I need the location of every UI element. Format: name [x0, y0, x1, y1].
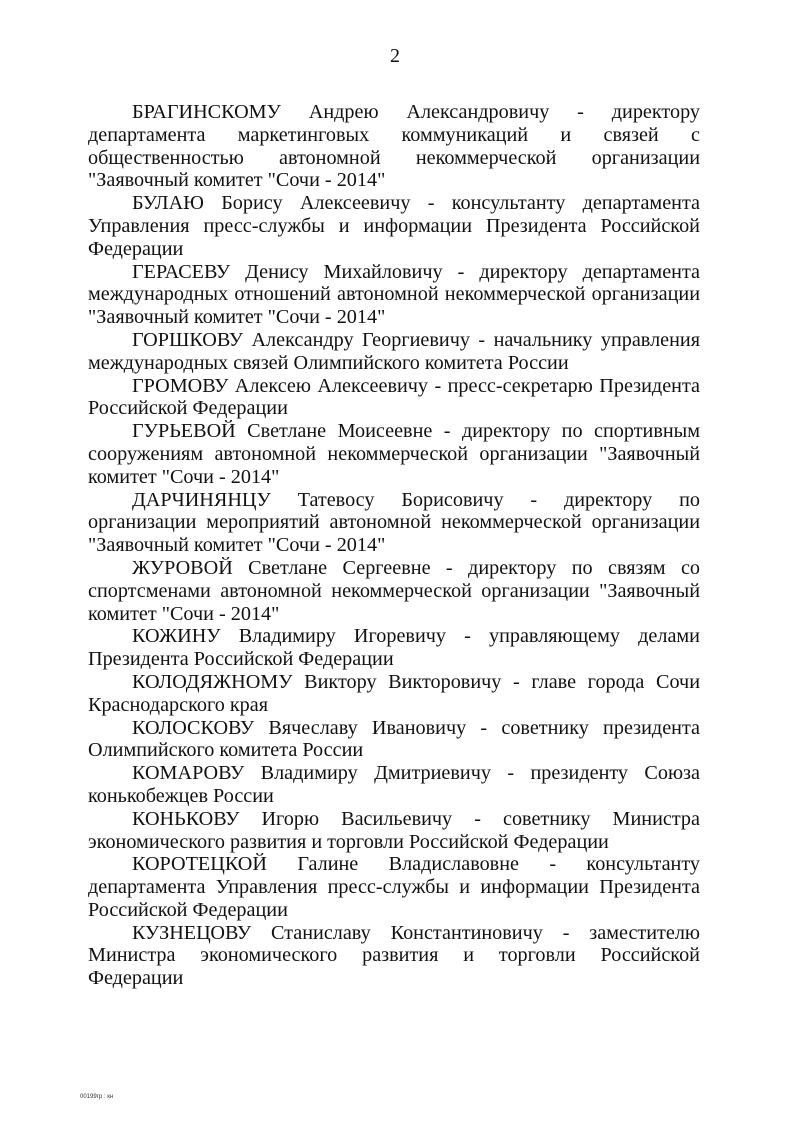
- page-number: 2: [390, 45, 400, 67]
- list-item: КОЛОСКОВУ Вячеславу Ивановичу - советнику президента Олимпийского комитета России: [88, 716, 700, 762]
- list-item: КОЖИНУ Владимиру Игоревичу - управляющему делами Президента Российской Федерации: [88, 625, 700, 671]
- list-item: ДАРЧИНЯНЦУ Татевосу Борисовичу - директору по организации мероприятий автономной некоммерческой организации "Заявочный комитет "Сочи - 2014": [88, 488, 700, 557]
- list-item: ЖУРОВОЙ Светлане Сергеевне - директору по связям со спортсменами автономной некоммерческой организации "Заявочный комитет "Сочи - 2014": [88, 556, 700, 625]
- list-item: ГРОМОВУ Алексею Алексеевичу - пресс-секретарю Президента Российской Федерации: [88, 374, 700, 420]
- appointee-list: [88, 101, 700, 990]
- list-item: КОНЬКОВУ Игорю Васильевичу - советнику Министра экономического развития и торговли Российской Федерации: [88, 807, 700, 853]
- list-item: БРАГИНСКОМУ Андрею Александровичу - директору департамента маркетинговых коммуникаций и связей с общественностью автономной некоммерческой организации "Заявочный комитет "Сочи - 2014": [88, 101, 700, 192]
- list-item: ГУРЬЕВОЙ Светлане Моисеевне - директору по спортивным сооружениям автономной некоммерческой организации "Заявочный комитет "Сочи - 2014": [88, 420, 700, 488]
- list-item: БУЛАЮ Борису Алексеевичу - консультанту департамента Управления пресс-службы и информации Президента Российской Федерации: [88, 192, 700, 260]
- list-item: ГЕРАСЕВУ Денису Михайловичу - директору департамента международных отношений автономной некоммерческой организации "Заявочный комитет "Сочи - 2014": [88, 260, 700, 329]
- list-item: КОМАРОВУ Владимиру Дмитриевичу - президенту Союза конькобежцев России: [88, 762, 700, 807]
- list-item: КУЗНЕЦОВУ Станиславу Константиновичу - заместителю Министра экономического развития и торговли Российской Федерации: [88, 921, 700, 990]
- list-item: ГОРШКОВУ Александру Георгиевичу - начальнику управления международных связей Олимпийского комитета России: [88, 328, 700, 374]
- document-code: 00199гр : кн: [80, 1094, 114, 1100]
- list-item: КОРОТЕЦКОЙ Галине Владиславовне - консультанту департамента Управления пресс-службы и информации Президента Российской Федерации: [88, 853, 700, 921]
- list-item: КОЛОДЯЖНОМУ Виктору Викторовичу - главе города Сочи Краснодарского края: [88, 670, 700, 716]
